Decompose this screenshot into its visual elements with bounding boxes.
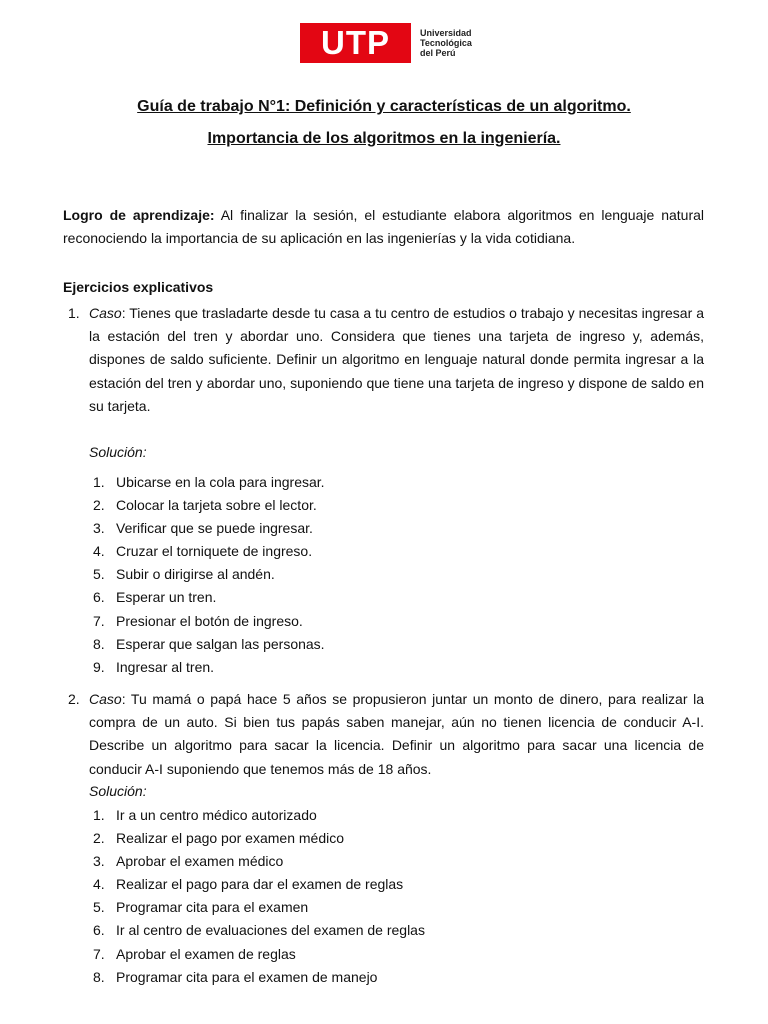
- exercise-number: 2.: [68, 691, 80, 707]
- solution-label: Solución:: [89, 444, 147, 460]
- list-item: 2. Colocar la tarjeta sobre el lector.: [93, 497, 317, 514]
- list-item: 9. Ingresar al tren.: [93, 658, 215, 675]
- list-item: 3. Aprobar el examen médico: [93, 853, 284, 870]
- list-item: 8. Programar cita para el examen de manejo: [93, 968, 378, 985]
- logo-line-1: Universidad: [420, 28, 472, 38]
- exercise-statement: [89, 302, 704, 418]
- learning-outcome-label: Logro de aprendizaje:: [63, 207, 215, 223]
- exercise-1: [63, 302, 704, 418]
- list-item: 3. Verificar que se puede ingresar.: [93, 520, 313, 537]
- logo-line-2: Tecnológica: [420, 38, 472, 48]
- solution-steps-1: [89, 471, 325, 679]
- list-item: 7. Aprobar el examen de reglas: [93, 945, 296, 962]
- learning-outcome-text: Al finalizar la sesión, el estudiante elabora algoritmos en lenguaje natural reconociendo la importancia de su aplicación en las ingenierías y la vida cotidiana.: [63, 207, 705, 246]
- list-item: 1. Ir a un centro médico autorizado: [93, 807, 317, 823]
- list-item: 7. Presionar el botón de ingreso.: [93, 612, 303, 629]
- list-item: 2. Realizar el pago por examen médico: [93, 830, 345, 847]
- document-title-line-2: Importancia de los algoritmos en la ingeniería.: [207, 130, 561, 147]
- solution-label: Solución:: [89, 783, 147, 799]
- list-item: 6. Esperar un tren.: [93, 589, 217, 606]
- list-item: 1. Ubicarse en la cola para ingresar.: [93, 474, 325, 490]
- exercise-text: : Tienes que trasladarte desde tu casa a tu centro de estudios o trabajo y necesitas ingresar a la estación del tren y abordar uno. Considera que tienes una tarjeta de ingreso y, además, dispones de saldo suficiente. Definir un algoritmo en lenguaje natural donde permita ingresar a la estación del tren y abordar uno, suponiendo que tiene una tarjeta de ingreso y dispone de saldo en su tarjeta.: [89, 305, 704, 414]
- solution-steps-2: [89, 804, 425, 989]
- exercise-statement: [89, 688, 704, 781]
- list-item: 8. Esperar que salgan las personas.: [93, 635, 325, 652]
- exercise-number: 1.: [68, 305, 80, 321]
- caso-label: Caso: [89, 305, 122, 321]
- logo-letters: UTP: [300, 23, 411, 63]
- section-heading: Ejercicios explicativos: [63, 279, 214, 295]
- list-item: 4. Realizar el pago para dar el examen de reglas: [93, 876, 404, 893]
- utp-logo: [300, 23, 472, 63]
- caso-label: Caso: [89, 691, 122, 707]
- exercise-text: : Tu mamá o papá hace 5 años se propusieron juntar un monto de dinero, para realizar la compra de un auto. Si bien tus papás saben manejar, aún no tienen licencia de conducir A-I. Describe un algoritmo para sacar la licencia. Definir un algoritmo para sacar una licencia de conducir A-I suponiendo que tenemos más de 18 años.: [89, 691, 704, 777]
- list-item: 6. Ir al centro de evaluaciones del examen de reglas: [93, 922, 425, 939]
- logo-line-3: del Perú: [420, 48, 456, 58]
- list-item: 4. Cruzar el torniquete de ingreso.: [93, 543, 313, 560]
- exercise-2: [63, 688, 704, 781]
- document-title-line-1: Guía de trabajo N°1: Definición y características de un algoritmo.: [137, 98, 631, 115]
- list-item: 5. Programar cita para el examen: [93, 899, 309, 916]
- learning-outcome: [63, 204, 704, 250]
- list-item: 5. Subir o dirigirse al andén.: [93, 566, 275, 583]
- logo-university-name: [420, 28, 472, 58]
